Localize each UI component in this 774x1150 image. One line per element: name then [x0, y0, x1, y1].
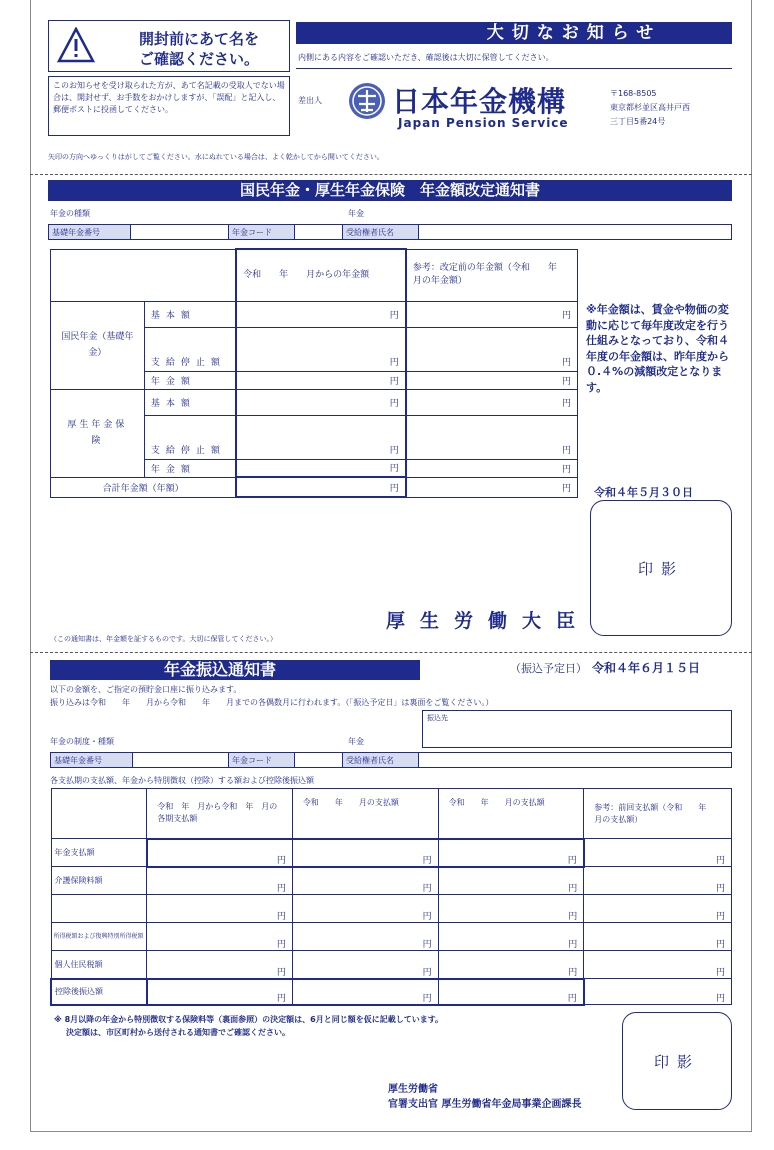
revision-id-row	[48, 224, 732, 240]
payment-cell: 円	[292, 979, 438, 1005]
revision-keep-note: （この通知書は、年金額を証するものです。大切に保管してください。）	[50, 635, 277, 643]
revision-kosei-basic-ref: 円	[406, 389, 578, 415]
revision-code-value	[295, 225, 343, 239]
payment-cell: 円	[438, 895, 584, 923]
org-name-english: Japan Pension Service	[398, 116, 569, 130]
warning-title-line-1: 開封前にあて名を	[138, 30, 259, 48]
revision-amount-table	[50, 248, 578, 498]
notice-divider	[296, 68, 732, 69]
payment-footnote-1: ※ 8月以降の年金から特別徴収する保険料等（裏面参照）の決定額は、6月と同じ額を仮に記載しています。	[54, 1015, 444, 1024]
revision-basic-no-value	[131, 225, 229, 239]
payment-cell: 円	[292, 839, 438, 867]
payment-row	[51, 895, 732, 923]
payment-cell: 円	[584, 923, 732, 951]
revision-kind-label: 年金の種類	[50, 209, 90, 218]
payment-id-row	[50, 752, 732, 768]
payment-destination-label: 振込先	[427, 714, 448, 722]
revision-kosei-stop-current: 円	[236, 415, 406, 459]
payment-row-label: 所得税額および復興特別所得税額	[51, 923, 147, 951]
payment-cell: 円	[438, 867, 584, 895]
payment-row-label	[51, 895, 147, 923]
payment-cell: 円	[584, 979, 732, 1005]
payment-row-label: 個人住民税額	[51, 951, 147, 979]
revision-header-blank	[51, 249, 237, 301]
payment-row-label: 控除後振込額	[51, 979, 147, 1005]
address-line-1: 東京都杉並区高井戸西	[610, 103, 690, 112]
revision-kokumin-stop-label: 支給停止額	[144, 327, 236, 371]
payment-row	[51, 979, 732, 1005]
payment-date: 令和４年６月１５日	[592, 661, 701, 675]
payment-cell: 円	[292, 923, 438, 951]
revision-kokumin-amount-current: 円	[236, 371, 406, 389]
revision-recipient-label: 受給権者氏名	[343, 225, 419, 239]
minister-title: 厚生労働大臣	[386, 610, 591, 632]
revision-group-kosei: 厚生年金保険	[51, 389, 145, 477]
payment-cell: 円	[147, 979, 293, 1005]
revision-code-label: 年金コード	[229, 225, 295, 239]
revision-seal-text: 印影	[637, 559, 684, 578]
payment-cell: 円	[147, 867, 293, 895]
payment-date-label: （振込予定日）	[510, 662, 587, 675]
address-line-2: 三丁目5番24号	[610, 117, 666, 126]
payment-line-1: 以下の金額を、ご指定の預貯金口座に振り込みます。	[50, 685, 242, 694]
payment-destination-box	[422, 710, 732, 748]
revision-kosei-basic-label: 基本額	[144, 389, 236, 415]
revision-kosei-stop-label: 支給停止額	[144, 415, 236, 459]
revision-kosei-amount-label: 年金額	[144, 459, 236, 477]
revision-kokumin-amount-ref: 円	[406, 371, 578, 389]
warning-header-box	[48, 20, 290, 72]
payment-col-2: 令和 年 月の支払額	[292, 789, 438, 839]
payment-cell: 円	[438, 839, 584, 867]
payment-amount-table	[50, 788, 732, 1006]
revision-kokumin-basic-label: 基本額	[144, 301, 236, 327]
payment-col-1: 令和 年 月から令和 年 月の各期支払額	[147, 789, 293, 839]
tear-instruction: 矢印の方向へゆっくりはがしてご覧ください。水にぬれている場合は、よく乾かしてから開いてください。	[48, 153, 384, 161]
payment-cell: 円	[438, 979, 584, 1005]
notice-subtitle: 内側にある内容をご確認いただき、確認後は大切に保管してください。	[298, 53, 554, 62]
revision-col-current: 令和 年 月からの年金額	[236, 249, 406, 301]
revision-title: 国民年金・厚生年金保険 年金額改定通知書	[48, 180, 732, 201]
revision-date: 令和４年５月３０日	[594, 486, 693, 499]
revision-side-note: ※年金額は、賃金や物価の変動に応じて毎年度改定を行う仕組みとなっており、令和４年度の年金額は、昨年度から０.４%の減額改定となります。	[586, 303, 729, 394]
payment-basic-no-label: 基礎年金番号	[51, 753, 133, 767]
payment-cell: 円	[584, 951, 732, 979]
payment-cell: 円	[147, 951, 293, 979]
revision-seal-box	[590, 500, 732, 636]
revision-kokumin-basic-ref: 円	[406, 301, 578, 327]
payment-cell: 円	[292, 867, 438, 895]
payment-col-3: 令和 年 月の支払額	[438, 789, 584, 839]
revision-kosei-amount-ref: 円	[406, 459, 578, 477]
payment-row	[51, 923, 732, 951]
payment-cell: 円	[292, 951, 438, 979]
payment-ministry: 厚生労働省	[388, 1084, 438, 1095]
revision-kosei-basic-current: 円	[236, 389, 406, 415]
payment-cell: 円	[438, 951, 584, 979]
revision-kosei-amount-current: 円	[236, 459, 406, 477]
payment-seal-box	[622, 1012, 732, 1110]
payment-code-value	[295, 753, 343, 767]
revision-pension-label: 年金	[348, 209, 364, 218]
payment-cell: 円	[438, 923, 584, 951]
warning-title-line-2: ご確認ください。	[138, 50, 259, 68]
payment-cell: 円	[147, 895, 293, 923]
payment-header-blank	[51, 789, 147, 839]
payment-pension-label: 年金	[348, 737, 364, 746]
payment-cell: 円	[147, 839, 293, 867]
payment-cell: 円	[584, 867, 732, 895]
tear-line-middle	[30, 652, 752, 653]
payment-basic-no-value	[133, 753, 229, 767]
payment-recipient-label: 受給権者氏名	[343, 753, 419, 767]
payment-official: 官署支出官 厚生労働省年金局事業企画課長	[388, 1099, 582, 1110]
revision-kokumin-amount-label: 年金額	[144, 371, 236, 389]
payment-row	[51, 839, 732, 867]
payment-cell: 円	[584, 839, 732, 867]
revision-total-ref: 円	[406, 477, 578, 497]
revision-kosei-stop-ref: 円	[406, 415, 578, 459]
revision-total-current: 円	[236, 477, 406, 497]
payment-row	[51, 951, 732, 979]
payment-footnote-2: 決定額は、市区町村から送付される通知書でご確認ください。	[66, 1028, 290, 1037]
payment-line-2: 振り込みは令和 年 月から令和 年 月までの各偶数月に行われます。（「振込予定日」は裏面をご覧ください。）	[50, 698, 494, 707]
payment-recipient-value	[419, 753, 731, 767]
revision-header-row	[51, 249, 578, 301]
revision-recipient-value	[419, 225, 731, 239]
sender-label: 差出人	[298, 96, 322, 105]
revision-kokumin-stop-ref: 円	[406, 327, 578, 371]
revision-total-label: 合計年金額（年額）	[51, 477, 237, 497]
revision-group-kokumin: 国民年金（基礎年金）	[51, 301, 145, 389]
warning-body-box: このお知らせを受け取られた方が、あて名記載の受取人でない場合は、開封せず、お手数をおかけしますが、「誤配」と記入し、郵便ポストに投函してください。	[48, 76, 290, 136]
payment-seal-text: 印影	[653, 1052, 700, 1071]
payment-row	[51, 867, 732, 895]
org-name-japanese: 日本年金機構	[392, 85, 567, 118]
payment-row-label: 介護保険料額	[51, 867, 147, 895]
payment-cell: 円	[292, 895, 438, 923]
payment-header-row	[51, 789, 732, 839]
payment-kind-label: 年金の制度・種類	[50, 737, 114, 746]
warning-triangle-icon	[57, 27, 95, 63]
revision-kokumin-stop-current: 円	[236, 327, 406, 371]
japan-pension-service-logo-icon	[348, 82, 386, 120]
revision-basic-no-label: 基礎年金番号	[49, 225, 131, 239]
payment-row-label: 年金支払額	[51, 839, 147, 867]
revision-kokumin-basic-current: 円	[236, 301, 406, 327]
payment-cell: 円	[584, 895, 732, 923]
payment-cell: 円	[147, 923, 293, 951]
payment-col-4: 参考：前回支払額（令和 年 月の支払額）	[584, 789, 732, 839]
tear-line-top	[30, 174, 752, 175]
payment-table-caption: 各支払期の支払額、年金から特別徴収（控除）する額および控除後振込額	[50, 776, 314, 785]
payment-title: 年金振込通知書	[50, 660, 420, 680]
payment-code-label: 年金コード	[229, 753, 295, 767]
revision-col-reference: 参考：改定前の年金額（令和 年 月の年金額）	[406, 249, 578, 301]
notice-title: 大切なお知らせ	[296, 22, 732, 44]
postal-code: 〒168-8505	[610, 89, 657, 98]
